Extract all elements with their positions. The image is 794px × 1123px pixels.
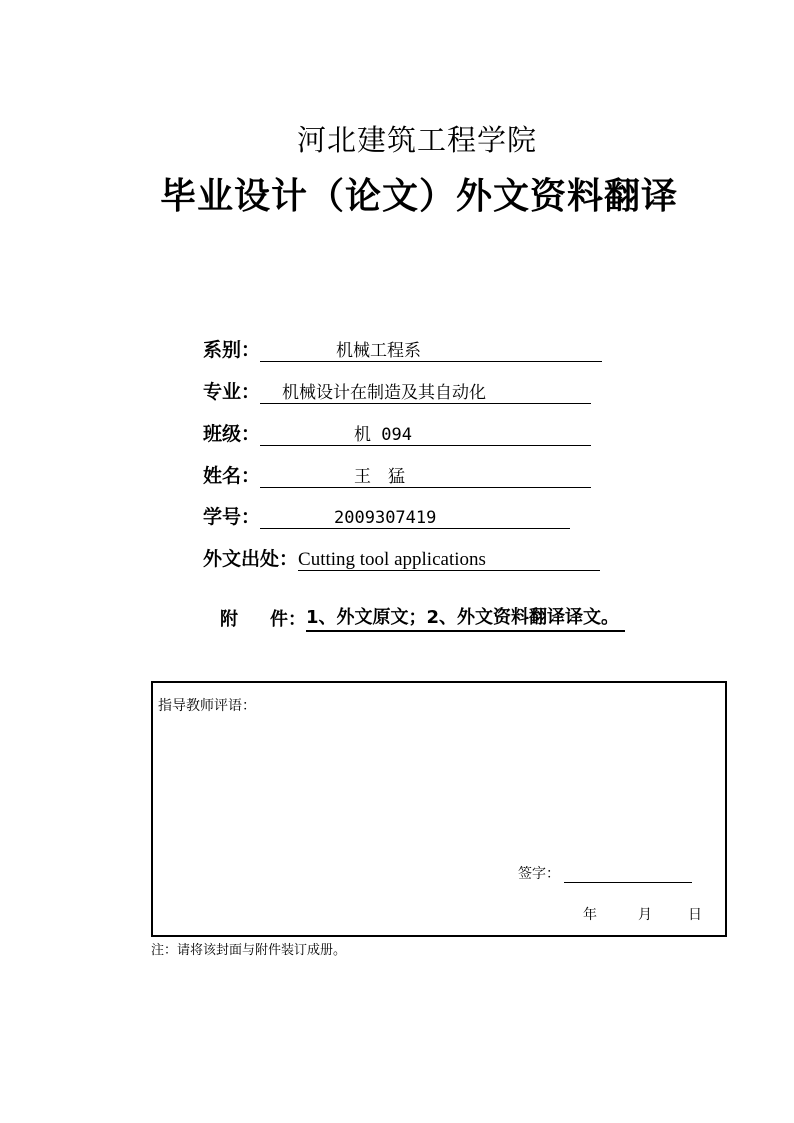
attachment-line xyxy=(220,606,625,632)
signature-area xyxy=(518,863,692,883)
date-year: 年 xyxy=(583,907,597,923)
field-major xyxy=(203,376,591,404)
class-label: 班级： xyxy=(203,423,261,445)
department-value: 机械工程系 xyxy=(260,340,602,362)
document-title: 毕业设计（论文）外文资料翻译 xyxy=(159,176,678,217)
department-label: 系别： xyxy=(203,339,261,361)
attachment-label-part2: 件： xyxy=(270,609,306,630)
signature-label: 签字： xyxy=(518,866,560,882)
advisor-comment-heading: 指导教师评语： xyxy=(158,698,256,714)
name-label: 姓名： xyxy=(203,465,261,487)
source-label: 外文出处： xyxy=(203,548,299,570)
field-source xyxy=(203,543,600,571)
major-value: 机械设计在制造及其自动化 xyxy=(260,382,591,404)
field-class xyxy=(203,418,591,446)
signature-line xyxy=(564,864,692,883)
school-name: 河北建筑工程学院 xyxy=(296,123,537,157)
class-value: 机 094 xyxy=(260,424,591,446)
major-label: 专业： xyxy=(203,381,261,403)
date-area xyxy=(583,904,702,924)
student-id-label: 学号： xyxy=(203,506,261,528)
field-student-id xyxy=(203,501,570,529)
field-department xyxy=(203,334,602,362)
binding-note: 注：请将该封面与附件装订成册。 xyxy=(151,943,347,958)
name-value: 王 猛 xyxy=(260,466,591,488)
field-name xyxy=(203,460,591,488)
attachment-label xyxy=(220,608,306,632)
advisor-comment-box xyxy=(151,681,727,937)
date-month: 月 xyxy=(638,907,652,923)
attachment-label-part1: 附 xyxy=(220,609,238,630)
attachment-value: 1、外文原文；2、外文资料翻译译文。 xyxy=(306,606,625,632)
date-day: 日 xyxy=(688,907,702,923)
source-value: Cutting tool applications xyxy=(298,549,600,571)
student-id-value: 2009307419 xyxy=(260,507,570,529)
